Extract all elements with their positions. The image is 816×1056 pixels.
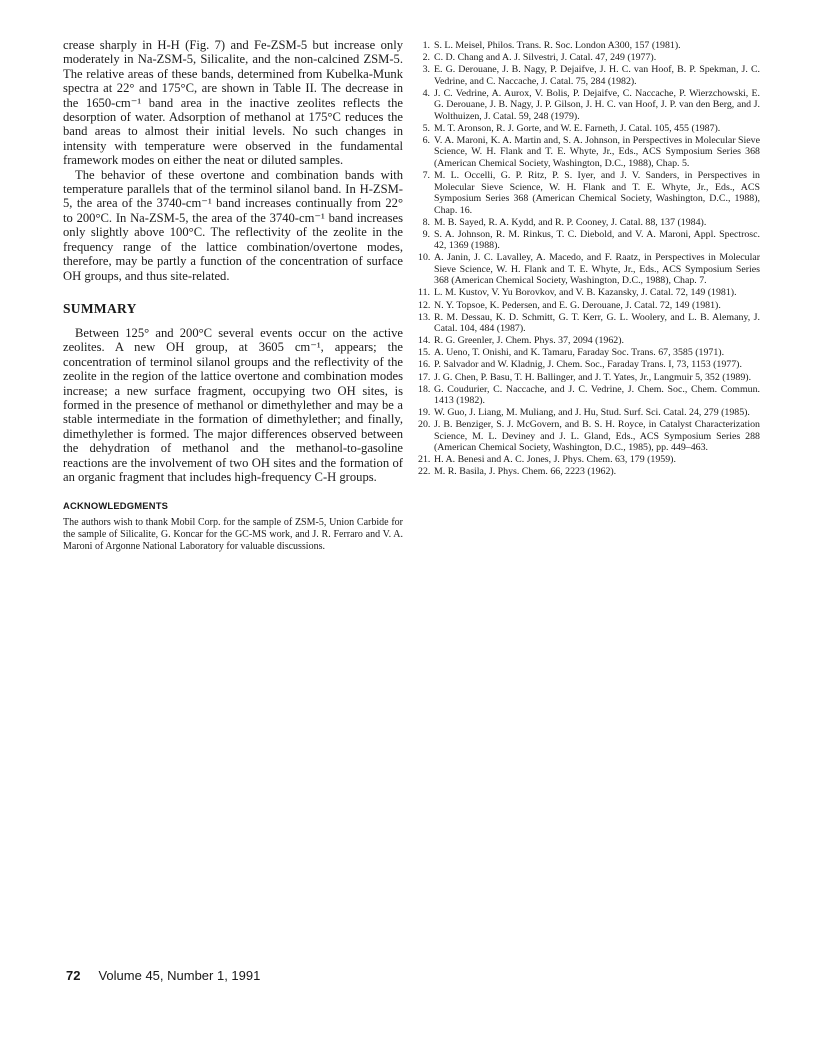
reference-number: 8. bbox=[422, 216, 430, 228]
reference-list bbox=[418, 40, 760, 478]
journal-volume: Volume 45, Number 1, 1991 bbox=[98, 968, 261, 983]
page-footer bbox=[66, 968, 260, 983]
reference-number: 12. bbox=[418, 299, 431, 311]
reference-text: J. G. Chen, P. Basu, T. H. Ballinger, and J. T. Yates, Jr., Langmuir 5, 352 (1989). bbox=[434, 371, 752, 383]
reference-number: 11. bbox=[418, 287, 430, 299]
reference-number: 4. bbox=[422, 87, 430, 99]
reference-number: 9. bbox=[422, 228, 430, 240]
reference-text: L. M. Kustov, V. Yu Borovkov, and V. B. Kazansky, J. Catal. 72, 149 (1981). bbox=[434, 287, 737, 299]
reference-item bbox=[418, 170, 760, 216]
acknowledgments-heading: ACKNOWLEDGMENTS bbox=[63, 500, 169, 512]
reference-item bbox=[418, 454, 760, 466]
reference-number: 15. bbox=[418, 347, 431, 359]
reference-number: 5. bbox=[422, 122, 430, 134]
reference-item bbox=[418, 135, 760, 170]
body-paragraph-2: The behavior of these overtone and combination bands with temperature parallels that of the terminol silanol band. In H-ZSM-5, the area of the 3740-cm⁻¹ band increases continually from 22° to 200°C. In Na-ZSM-5, the area of the 3740-cm⁻¹ band increases only slightly above 100°C. The reflectivity of the zeolite in the frequency range of the lattice combination/overtone modes, therefore, may be partly a function of the concentration of surface OH groups, and thus site-related. bbox=[63, 167, 403, 283]
reference-number: 13. bbox=[418, 311, 431, 323]
reference-text: M. L. Occelli, G. P. Ritz, P. S. Iyer, and J. V. Sanders, in Perspectives in Molecular Sieve Science, W. H. Flank and T. E. Whyte, Jr., Eds., ACS Symposium Series 368 (American Chemical Society, Washington, D.C., 1988), Chap. 16. bbox=[434, 170, 760, 216]
reference-number: 10. bbox=[418, 252, 431, 264]
reference-item bbox=[418, 287, 760, 299]
left-column bbox=[63, 38, 403, 552]
reference-text: N. Y. Topsoe, K. Pedersen, and E. G. Derouane, J. Catal. 72, 149 (1981). bbox=[434, 299, 721, 311]
reference-number: 1. bbox=[422, 40, 430, 51]
reference-item bbox=[418, 40, 760, 52]
reference-item bbox=[418, 52, 760, 64]
reference-item bbox=[418, 64, 760, 87]
reference-number: 22. bbox=[418, 466, 431, 478]
reference-number: 20. bbox=[418, 419, 431, 431]
references-column bbox=[418, 40, 760, 479]
reference-text: R. M. Dessau, K. D. Schmitt, G. T. Kerr, G. L. Woolery, and L. B. Alemany, J. Catal. 104, 484 (1987). bbox=[434, 311, 760, 335]
reference-number: 3. bbox=[422, 64, 430, 76]
acknowledgments-text: The authors wish to thank Mobil Corp. for the sample of ZSM-5, Union Carbide for the sample of Silicalite, G. Koncar for the GC-MS work, and J. R. Ferraro and V. A. Maroni of Argonne National Laboratory for valuable discussions. bbox=[63, 517, 403, 552]
reference-text: H. A. Benesi and A. C. Jones, J. Phys. Chem. 63, 179 (1959). bbox=[434, 454, 676, 466]
reference-text: R. G. Greenler, J. Chem. Phys. 37, 2094 (1962). bbox=[434, 335, 624, 347]
reference-text: W. Guo, J. Liang, M. Muliang, and J. Hu, Stud. Surf. Sci. Catal. 24, 279 (1985). bbox=[434, 407, 750, 419]
reference-text: J. C. Vedrine, A. Aurox, V. Bolis, P. Dejaifve, C. Naccache, P. Wierzchowski, E. G. Derouane, J. B. Nagy, J. P. Gilson, J. H. C. van Hoof, J. P. van den Berg, and J. Wolthuizen, J. Catal. 59, 248 (1979). bbox=[434, 87, 760, 122]
reference-item bbox=[418, 407, 760, 419]
reference-number: 17. bbox=[418, 371, 431, 383]
reference-item bbox=[418, 359, 760, 371]
reference-text: E. G. Derouane, J. B. Nagy, P. Dejaifve, J. H. C. van Hoof, B. P. Spekman, J. C. Vedrine, and C. Naccache, J. Catal. 75, 284 (1982). bbox=[434, 64, 760, 87]
reference-item bbox=[418, 217, 760, 229]
reference-number: 21. bbox=[418, 454, 431, 466]
reference-number: 7. bbox=[422, 170, 430, 182]
reference-text: M. B. Sayed, R. A. Kydd, and R. P. Cooney, J. Catal. 88, 137 (1984). bbox=[434, 216, 707, 228]
reference-text: A. Janin, J. C. Lavalley, A. Macedo, and F. Raatz, in Perspectives in Molecular Sieve Science, W. H. Flank and T. E. Whyte, Jr., Eds., ACS Symposium Series 368 (American Chemical Society, Washington, D.C., 1988), Chap. 7. bbox=[434, 252, 760, 287]
reference-text: S. A. Johnson, R. M. Rinkus, T. C. Diebold, and V. A. Maroni, Appl. Spectrosc. 42, 1369 (1988). bbox=[434, 228, 760, 252]
body-paragraph-1: crease sharply in H-H (Fig. 7) and Fe-ZSM-5 but increase only moderately in Na-ZSM-5, Silicalite, and the non-calcined ZSM-5. The relative areas of these bands, determined from Kubelka-Munk spectra at 22° and 175°C, are shown in Table II. The decrease in the 1650-cm⁻¹ band area in the inactive zeolites reflects the desorption of water. Adsorption of methanol at 175°C reduces the band areas to almost their initial levels. No such changes in intensity with temperature were observed in the fundamental framework modes on either the neat or diluted samples. bbox=[63, 38, 403, 168]
reference-item bbox=[418, 252, 760, 287]
reference-text: M. R. Basila, J. Phys. Chem. 66, 2223 (1962). bbox=[434, 466, 617, 478]
reference-item bbox=[418, 123, 760, 135]
summary-paragraph: Between 125° and 200°C several events occur on the active zeolites. A new OH group, at 3605 cm⁻¹, appears; the concentration of terminol silanol groups and the reflectivity of the zeolite in the region of the lattice overtone and combination modes increase; a new surface fragment, occupying two OH sites, is formed in the presence of methanol or dimethylether and may be a stable intermediate in the formation of dimethylether; and finally, dimethylether is formed. The major differences observed between the dehydration of methanol and the methanol-to-gasoline reactions are the involvement of two OH sites and the formation of an organic fragment that includes high-frequency C-H groups. bbox=[63, 325, 403, 484]
reference-text: J. B. Benziger, S. J. McGovern, and B. S. H. Royce, in Catalyst Characterization Science, M. L. Deviney and J. L. Gland, Eds., ACS Symposium Series 288 (American Chemical Society, Washington, D.C., 1985), pp. 449–463. bbox=[434, 419, 760, 454]
reference-item bbox=[418, 466, 760, 478]
page-number: 72 bbox=[66, 968, 81, 983]
reference-item bbox=[418, 347, 760, 359]
reference-number: 18. bbox=[418, 383, 431, 395]
reference-item bbox=[418, 384, 760, 407]
reference-item bbox=[418, 300, 760, 312]
reference-item bbox=[418, 335, 760, 347]
reference-text: S. L. Meisel, Philos. Trans. R. Soc. London A300, 157 (1981). bbox=[434, 40, 681, 51]
reference-number: 6. bbox=[422, 134, 430, 146]
reference-number: 2. bbox=[422, 52, 430, 64]
reference-text: V. A. Maroni, K. A. Martin and, S. A. Johnson, in Perspectives in Molecular Sieve Science, W. H. Flank and T. E. Whyte, Jr., Eds., ACS Symposium Series 368 (American Chemical Society, Washington, D.C., 1988), Chap. 5. bbox=[434, 134, 760, 169]
reference-item bbox=[418, 229, 760, 252]
reference-text: M. T. Aronson, R. J. Gorte, and W. E. Farneth, J. Catal. 105, 455 (1987). bbox=[434, 122, 721, 134]
reference-item bbox=[418, 372, 760, 384]
summary-heading: SUMMARY bbox=[63, 300, 137, 316]
reference-text: G. Coudurier, C. Naccache, and J. C. Vedrine, J. Chem. Soc., Chem. Commun. 1413 (1982). bbox=[434, 383, 760, 407]
reference-number: 14. bbox=[418, 335, 431, 347]
reference-number: 19. bbox=[418, 407, 431, 419]
reference-item bbox=[418, 312, 760, 335]
reference-item bbox=[418, 88, 760, 123]
reference-text: C. D. Chang and A. J. Silvestri, J. Catal. 47, 249 (1977). bbox=[434, 52, 657, 64]
reference-text: P. Salvador and W. Kladnig, J. Chem. Soc., Faraday Trans. I, 73, 1153 (1977). bbox=[434, 359, 742, 371]
reference-item bbox=[418, 419, 760, 454]
reference-number: 16. bbox=[418, 359, 431, 371]
reference-text: A. Ueno, T. Onishi, and K. Tamaru, Faraday Soc. Trans. 67, 3585 (1971). bbox=[434, 347, 725, 359]
